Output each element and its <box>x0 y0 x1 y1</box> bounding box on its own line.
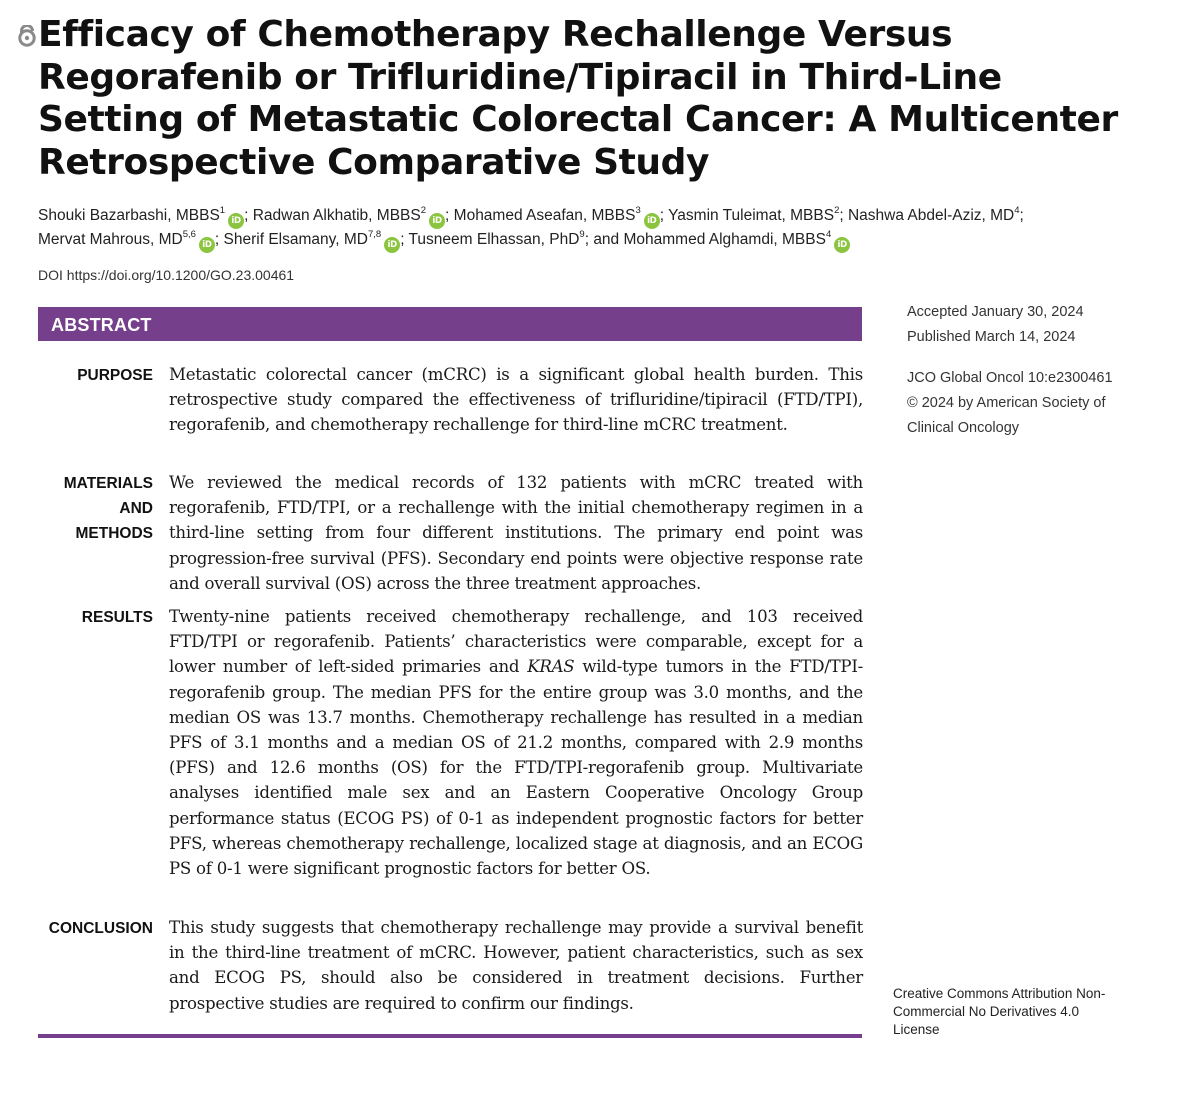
copyright-notice: © 2024 by American Society of Clinical Oncology <box>907 395 1106 436</box>
abstract-bottom-rule <box>38 1034 862 1038</box>
methods-label-line2: AND METHODS <box>75 500 153 542</box>
accepted-date: Accepted January 30, 2024 <box>907 304 1084 320</box>
author-name: Shouki Bazarbashi, MBBS <box>38 207 220 224</box>
author-separator: ; <box>1019 207 1024 224</box>
orcid-icon[interactable]: iD <box>644 213 660 229</box>
author-separator: ; and <box>584 231 624 248</box>
author-name: Mohamed Aseafan, MBBS <box>453 207 636 224</box>
conclusion-text: This study suggests that chemotherapy rechallenge may provide a survival benefit in the third-line treatment of mCRC. However, patient characteristics, such as sex and ECOG PS, should also be considered in treatment decisions. Further prospective studies are required to confirm our findings. <box>169 918 863 1013</box>
author <box>668 207 839 224</box>
author-affiliation: 9 <box>579 229 585 240</box>
author-name: Tusneem Elhassan, PhD <box>408 231 580 248</box>
author-separator: ; <box>244 207 253 224</box>
author-affiliation: 2 <box>834 205 840 216</box>
results-label: RESULTS <box>81 609 153 626</box>
purpose-text: Metastatic colorectal cancer (mCRC) is a significant global health burden. This retrospective study compared the effectiveness of trifluridine/tipiracil (FTD/TPI), regorafenib, and chemotherapy rechallenge for third-line mCRC treatment. <box>169 365 863 435</box>
author <box>224 231 401 248</box>
orcid-icon[interactable]: iD <box>429 213 445 229</box>
results-text-part1: Twenty-nine patients received chemotherapy rechallenge, and 103 received FTD/TPI or regorafenib. Patients’ characteristics were comparable, except for a lower number of left-sided primaries and <box>169 607 863 677</box>
author-separator: ; <box>214 231 224 248</box>
author-name: Sherif Elsamany, MD <box>223 231 368 248</box>
author-name: Nashwa Abdel-Aziz, MD <box>847 207 1015 224</box>
author <box>848 207 1020 224</box>
abstract-heading: ABSTRACT <box>38 307 862 341</box>
methods-label-line1: MATERIALS <box>63 475 153 492</box>
author-separator: ; <box>839 207 848 224</box>
author-name: Mervat Mahrous, MD <box>38 231 183 248</box>
conclusion-label: CONCLUSION <box>48 920 153 937</box>
author-separator: ; <box>445 207 454 224</box>
open-access-lock-icon <box>16 25 38 47</box>
author-separator: ; <box>400 231 409 248</box>
author-affiliation: 4 <box>1014 205 1020 216</box>
doi-link[interactable]: DOI https://doi.org/10.1200/GO.23.00461 <box>38 267 295 283</box>
author-affiliation: 5,6 <box>182 229 196 240</box>
author-list <box>38 205 1168 253</box>
author-affiliation: 2 <box>420 205 427 216</box>
purpose-label: PURPOSE <box>77 367 153 384</box>
author-affiliation: 3 <box>635 205 641 216</box>
results-text-part2: wild-type tumors in the FTD/TPI-regorafenib group. The median PFS for the entire group was 3.0 months, and the median OS was 13.7 months. Chemotherapy rechallenge has resulted in a median PFS of 3.1 months and a median OS of 21.2 months, compared with 2.9 months (PFS) and 12.6 months (OS) for the FTD/TPI-regorafenib group. Multivariate analyses identified male sex and an Eastern Cooperative Oncology Group performance status (ECOG PS) of 0-1 as independent prognostic factors for better PFS, whereas chemotherapy rechallenge, localized stage at diagnosis, and an ECOG PS of 0-1 were significant prognostic factors for better OS. <box>169 657 864 879</box>
journal-info <box>907 366 1177 441</box>
author <box>454 207 660 224</box>
orcid-icon[interactable]: iD <box>199 237 215 253</box>
author <box>409 231 585 248</box>
article-title: Efficacy of Chemotherapy Rechallenge Versus Regorafenib or Trifluridine/Tipiracil in Third-Line Setting of Metastatic Colorectal Cancer: A Multicenter Retrospective Comparative Study <box>38 14 1118 183</box>
author-affiliation: 7,8 <box>367 229 382 240</box>
author-name: Radwan Alkhatib, MBBS <box>252 207 421 224</box>
author <box>623 231 850 248</box>
published-date: Published March 14, 2024 <box>907 329 1076 345</box>
author <box>38 231 215 248</box>
publication-dates <box>907 300 1177 350</box>
orcid-icon[interactable]: iD <box>834 237 850 253</box>
journal-citation: JCO Global Oncol 10:e2300461 <box>907 370 1113 386</box>
orcid-icon[interactable]: iD <box>228 213 244 229</box>
author <box>253 207 445 224</box>
orcid-icon[interactable]: iD <box>384 237 400 253</box>
author-affiliation: 4 <box>825 229 832 240</box>
author <box>38 207 244 224</box>
results-text <box>169 604 863 881</box>
author-name: Mohammed Alghamdi, MBBS <box>623 231 826 248</box>
methods-label <box>38 470 153 546</box>
author-name: Yasmin Tuleimat, MBBS <box>668 207 835 224</box>
author-affiliation: 1 <box>219 205 226 216</box>
methods-text: We reviewed the medical records of 132 patients with mCRC treated with regorafenib, FTD/TPI, or a rechallenge with the initial chemotherapy regimen in a third-line setting from four different institutions. The primary end point was progression-free survival (PFS). Secondary end points were objective response rate and overall survival (OS) across the three treatment approaches. <box>169 473 863 593</box>
results-kras-gene: KRAS <box>527 657 575 677</box>
author-separator: ; <box>659 207 669 224</box>
license-notice[interactable]: Creative Commons Attribution Non-Commercial No Derivatives 4.0 License <box>893 986 1106 1037</box>
